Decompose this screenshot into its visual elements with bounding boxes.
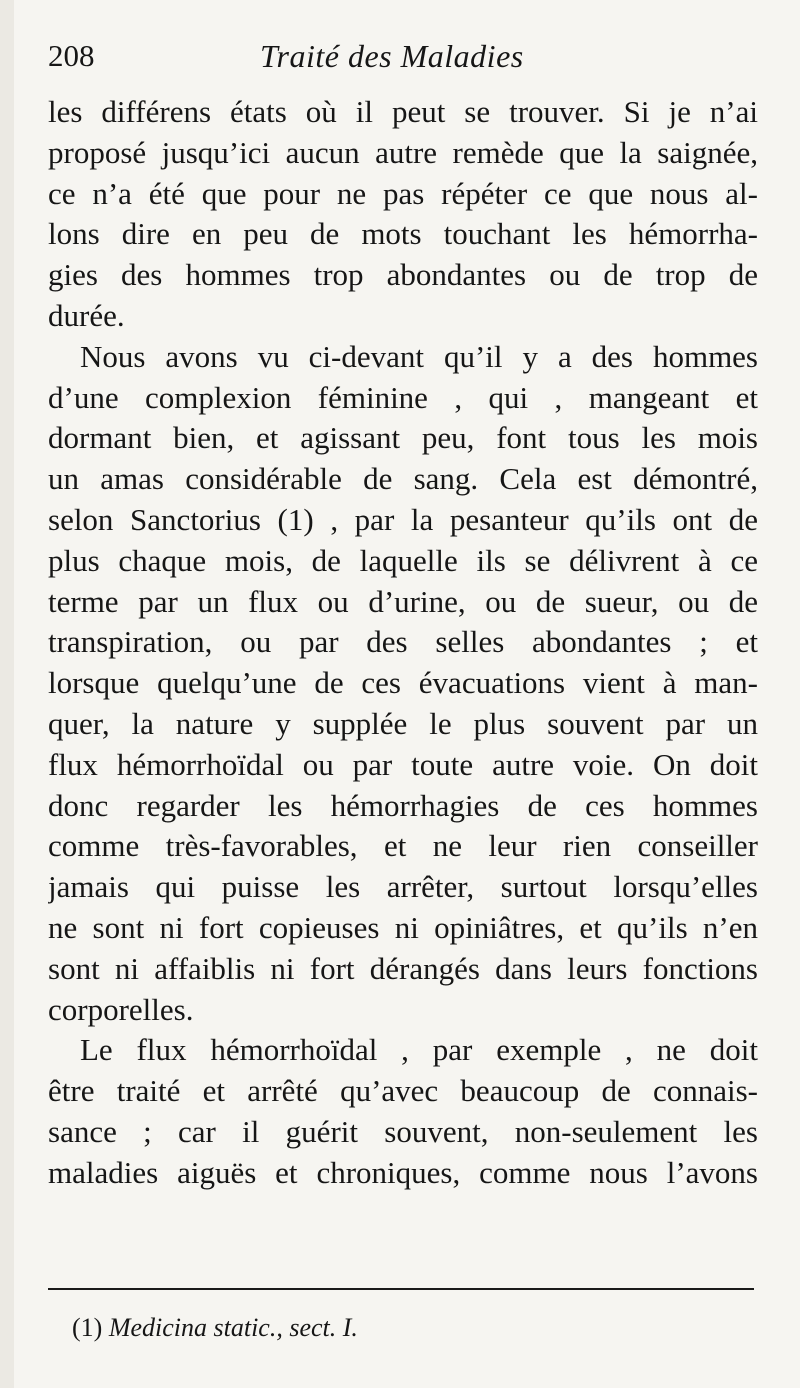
text-line: dormant bien, et agissant peu, font tous les mois [48, 420, 758, 456]
text-line: durée. [48, 297, 125, 333]
text-line: gies des hommes trop abondantes ou de trop de [48, 257, 758, 293]
page-edge-shadow [0, 0, 14, 1388]
paragraph-start-line: Le flux hémorrhoïdal , par exemple , ne doit [80, 1032, 758, 1068]
footnote [72, 1310, 358, 1346]
text-line: sont ni affaiblis ni fort dérangés dans leurs fonctions [48, 950, 758, 986]
footnote-rule [48, 1288, 754, 1290]
footnote-text: Medicina static., sect. I. [108, 1313, 358, 1342]
text-line: ne sont ni fort copieuses ni opiniâtres, et qu’ils n’en [48, 909, 758, 945]
text-line: plus chaque mois, de laquelle ils se délivrent à ce [48, 542, 758, 578]
text-line: les différens états où il peut se trouver. Si je n’ai [48, 94, 758, 129]
text-line: lorsque quelqu’une de ces évacuations vient à man- [48, 665, 758, 701]
text-line: d’une complexion féminine , qui , mangeant et [48, 379, 758, 415]
text-line: proposé jusqu’ici aucun autre remède que la saignée, [48, 134, 758, 170]
paragraph-start-line: Nous avons vu ci-devant qu’il y a des hommes [80, 338, 758, 374]
text-line: flux hémorrhoïdal ou par toute autre voie. On doit [48, 746, 758, 782]
footnote-marker: (1) [72, 1313, 103, 1342]
running-head [48, 34, 768, 78]
text-line: ce n’a été que pour ne pas répéter ce que nous al- [48, 175, 758, 211]
text-line: maladies aiguës et chroniques, comme nous l’avons [48, 1154, 758, 1190]
text-line: jamais qui puisse les arrêter, surtout lorsqu’elles [48, 869, 758, 905]
body-text [48, 92, 758, 1194]
text-line: terme par un flux ou d’urine, ou de sueur, ou de [48, 583, 758, 619]
text-line: donc regarder les hémorrhagies de ces hommes [48, 787, 758, 823]
running-title: Traité des Maladies [260, 38, 524, 74]
text-line: lons dire en peu de mots touchant les hémorrha- [48, 216, 758, 252]
text-line: transpiration, ou par des selles abondantes ; et [48, 624, 758, 660]
text-line: selon Sanctorius (1) , par la pesanteur qu’ils ont de [48, 501, 758, 537]
text-line: corporelles. [48, 991, 194, 1027]
text-line: comme très-favorables, et ne leur rien conseiller [48, 828, 758, 864]
text-line: quer, la nature y supplée le plus souvent par un [48, 705, 758, 741]
text-line: sance ; car il guérit souvent, non-seulement les [48, 1113, 758, 1149]
text-line: être traité et arrêté qu’avec beaucoup de connais- [48, 1073, 758, 1109]
page-number: 208 [48, 38, 95, 73]
text-line: un amas considérable de sang. Cela est démontré, [48, 461, 758, 497]
